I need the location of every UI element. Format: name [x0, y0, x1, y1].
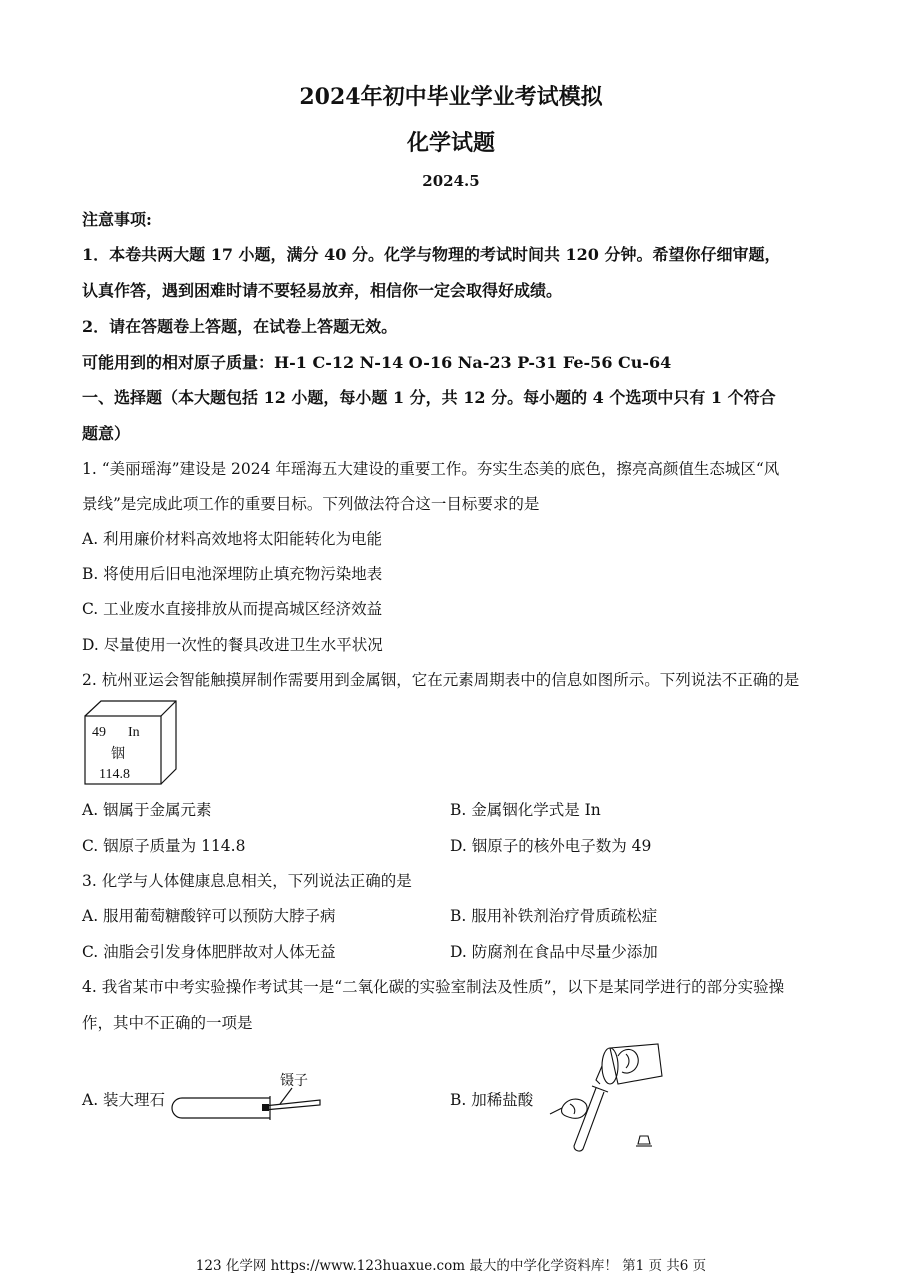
q3-stem: 3. 化学与人体健康息息相关，下列说法正确的是 [82, 872, 412, 890]
atomic-masses: 可能用到的相对原子质量：H-1 C-12 N-14 O-16 Na-23 P-31 Fe-56 Cu-64 [82, 353, 672, 372]
q2-option-b: B. 金属铟化学式是 In [450, 801, 601, 819]
q1-option-c: C. 工业废水直接排放从而提高城区经济效益 [82, 600, 383, 618]
element-mass: 114.8 [99, 767, 130, 782]
q3-option-b: B. 服用补铁剂治疗骨质疏松症 [450, 907, 658, 925]
exam-subtitle: 化学试题 [406, 130, 495, 156]
q4-option-b: B. 加稀盐酸 [450, 1091, 534, 1109]
exam-title: 2024年初中毕业学业考试模拟 [299, 84, 603, 110]
q1-stem-line2: 景线”是完成此项工作的重要目标。下列做法符合这一目标要求的是 [82, 495, 540, 513]
q1-stem-line1: 1. “美丽瑶海”建设是 2024 年瑶海五大建设的重要工作。夯实生态美的底色，擦亮高颜值生态城区“风 [82, 460, 780, 478]
notes-heading: 注意事项: [82, 210, 152, 229]
q4-stem-line1: 4. 我省某市中考实验操作考试其一是“二氧化碳的实验室制法及性质”，以下是某同学进行的部分实验操 [82, 978, 785, 996]
q3-option-a: A. 服用葡萄糖酸锌可以预防大脖子病 [82, 907, 336, 925]
element-number: 49 [92, 725, 106, 740]
q3-option-d: D. 防腐剂在食品中尽量少添加 [450, 943, 658, 961]
q4-option-a: A. 装大理石 [82, 1091, 166, 1109]
element-symbol: In [128, 725, 140, 740]
notes-item1-line1: 1．本卷共两大题 17 小题，满分 40 分。化学与物理的考试时间共 120 分钟。希望你仔细审题， [82, 245, 781, 264]
q3-option-c: C. 油脂会引发身体肥胖故对人体无益 [82, 943, 336, 961]
notes-item1-line2: 认真作答，遇到困难时请不要轻易放弃，相信你一定会取得好成绩。 [82, 281, 563, 300]
notes-item2: 2．请在答题卷上答题，在试卷上答题无效。 [82, 317, 398, 336]
element-card-figure [84, 700, 184, 790]
q1-option-d: D. 尽量使用一次性的餐具改进卫生水平状况 [82, 636, 383, 654]
q2-option-d: D. 铟原子的核外电子数为 49 [450, 837, 652, 855]
exam-date: 2024.5 [422, 172, 480, 190]
section1-line2: 题意） [82, 424, 131, 443]
q2-option-a: A. 铟属于金属元素 [82, 801, 212, 819]
q4-stem-line2: 作，其中不正确的一项是 [82, 1014, 253, 1032]
section1-line1: 一、选择题（本大题包括 12 小题，每小题 1 分，共 12 分。每小题的 4 个选项中只有 1 个符合 [82, 388, 776, 407]
q2-stem: 2. 杭州亚运会智能触摸屏制作需要用到金属铟，它在元素周期表中的信息如图所示。下列说法不正确的是 [82, 671, 800, 689]
element-name: 铟 [111, 747, 125, 762]
test-tube-tweezers-figure [168, 1066, 328, 1122]
q1-option-b: B. 将使用后旧电池深埋防止填充物污染地表 [82, 565, 383, 583]
tweezers-label: 镊子 [280, 1073, 308, 1089]
pouring-acid-figure [540, 1036, 670, 1156]
page-footer: 123 化学网 https://www.123huaxue.com 最大的中学化学资料库！ 第1 页 共6 页 [195, 1258, 707, 1274]
q1-option-a: A. 利用廉价材料高效地将太阳能转化为电能 [82, 530, 383, 548]
q2-option-c: C. 铟原子质量为 114.8 [82, 837, 246, 855]
